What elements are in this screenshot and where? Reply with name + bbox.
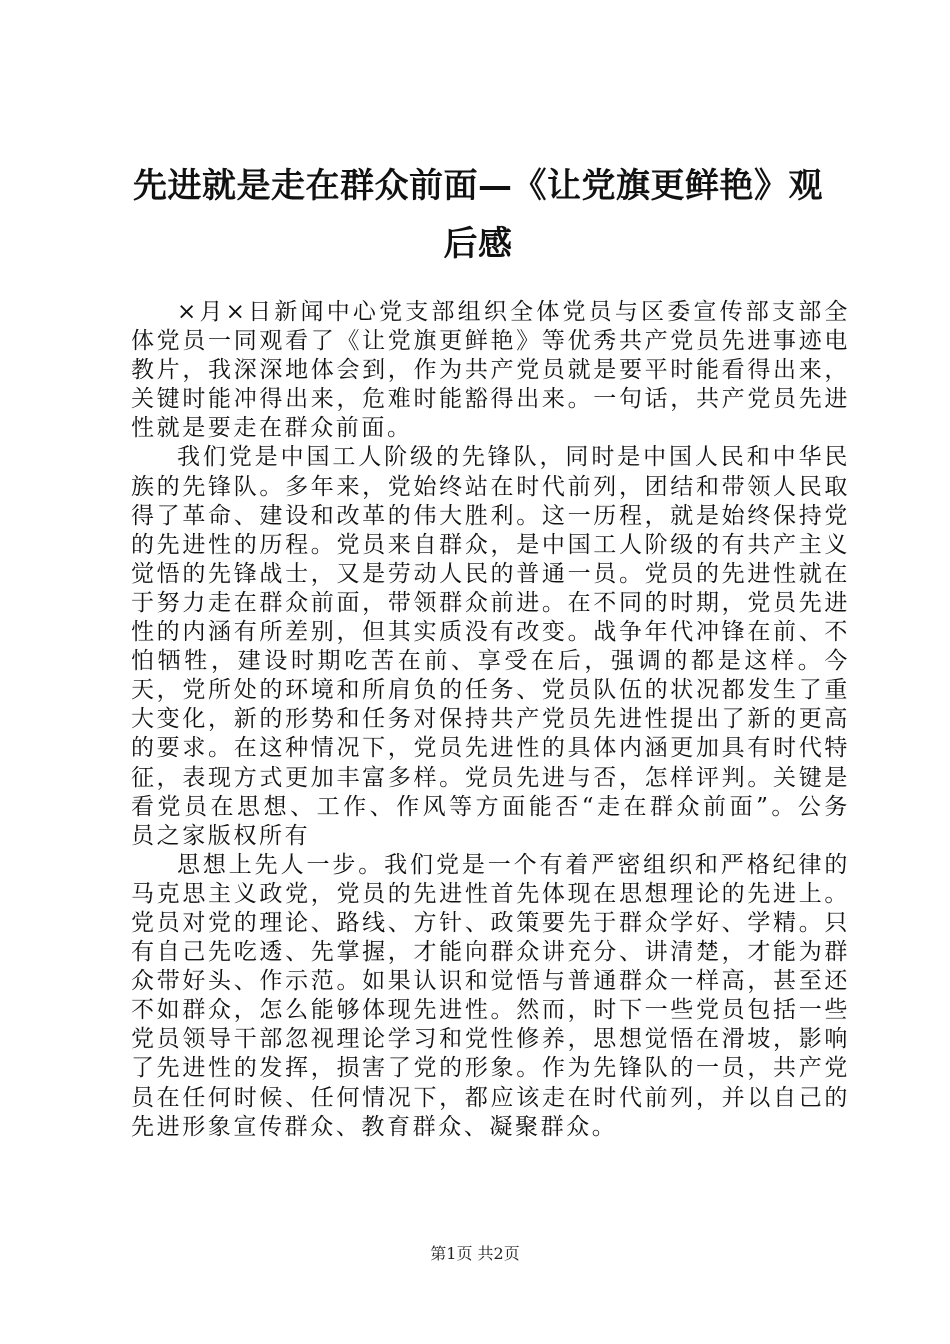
document-title: 先进就是走在群众前面—《让党旗更鲜艳》观后感 [133, 166, 823, 264]
paragraph-1: ×月×日新闻中心党支部组织全体党员与区委宣传部支部全体党员一同观看了《让党旗更鲜艳》等优秀共产党员先进事迹电教片，我深深地体会到，作为共产党员就是要平时能看得出来，关键时能冲得出来，危难时能豁得出来。一句话，共产党员先进性就是要走在群众前面。 [131, 299, 850, 442]
paragraph-2: 我们党是中国工人阶级的先锋队，同时是中国人民和中华民族的先锋队。多年来，党始终站在时代前列，团结和带领人民取得了革命、建设和改革的伟大胜利。这一历程，就是始终保持党的先进性的历程。党员来自群众，是中国工人阶级的有共产主义觉悟的先锋战士，又是劳动人民的普通一员。党员的先进性就在于努力走在群众前面，带领群众前进。在不同的时期，党员先进性的内涵有所差别，但其实质没有改变。战争年代冲锋在前、不怕牺牲，建设时期吃苦在前、享受在后，强调的都是这样。今天，党所处的环境和所肩负的任务、党员队伍的状况都发生了重大变化，新的形势和任务对保持共产党员先进性提出了新的更高的要求。在这种情况下，党员先进性的具体内涵更加具有时代特征，表现方式更加丰富多样。党员先进与否，怎样评判。关键是看党员在思想、工作、作风等方面能否“走在群众前面”。公务员之家版权所有 [131, 444, 850, 849]
page-number-footer: 第1页 共2页 [430, 1244, 520, 1263]
paragraph-3: 思想上先人一步。我们党是一个有着严密组织和严格纪律的马克思主义政党，党员的先进性首先体现在思想理论的先进上。党员对党的理论、路线、方针、政策要先于群众学好、学精。只有自己先吃透、先掌握，才能向群众讲充分、讲清楚，才能为群众带好头、作示范。如果认识和觉悟与普通群众一样高，甚至还不如群众，怎么能够体现先进性。然而，时下一些党员包括一些党员领导干部忽视理论学习和党性修养，思想觉悟在滑坡，影响了先进性的发挥，损害了党的形象。作为先锋队的一员，共产党员在任何时候、任何情况下，都应该走在时代前列，并以自己的先进形象宣传群众、教育群众、凝聚群众。 [131, 851, 850, 1140]
document-body [131, 298, 850, 1142]
